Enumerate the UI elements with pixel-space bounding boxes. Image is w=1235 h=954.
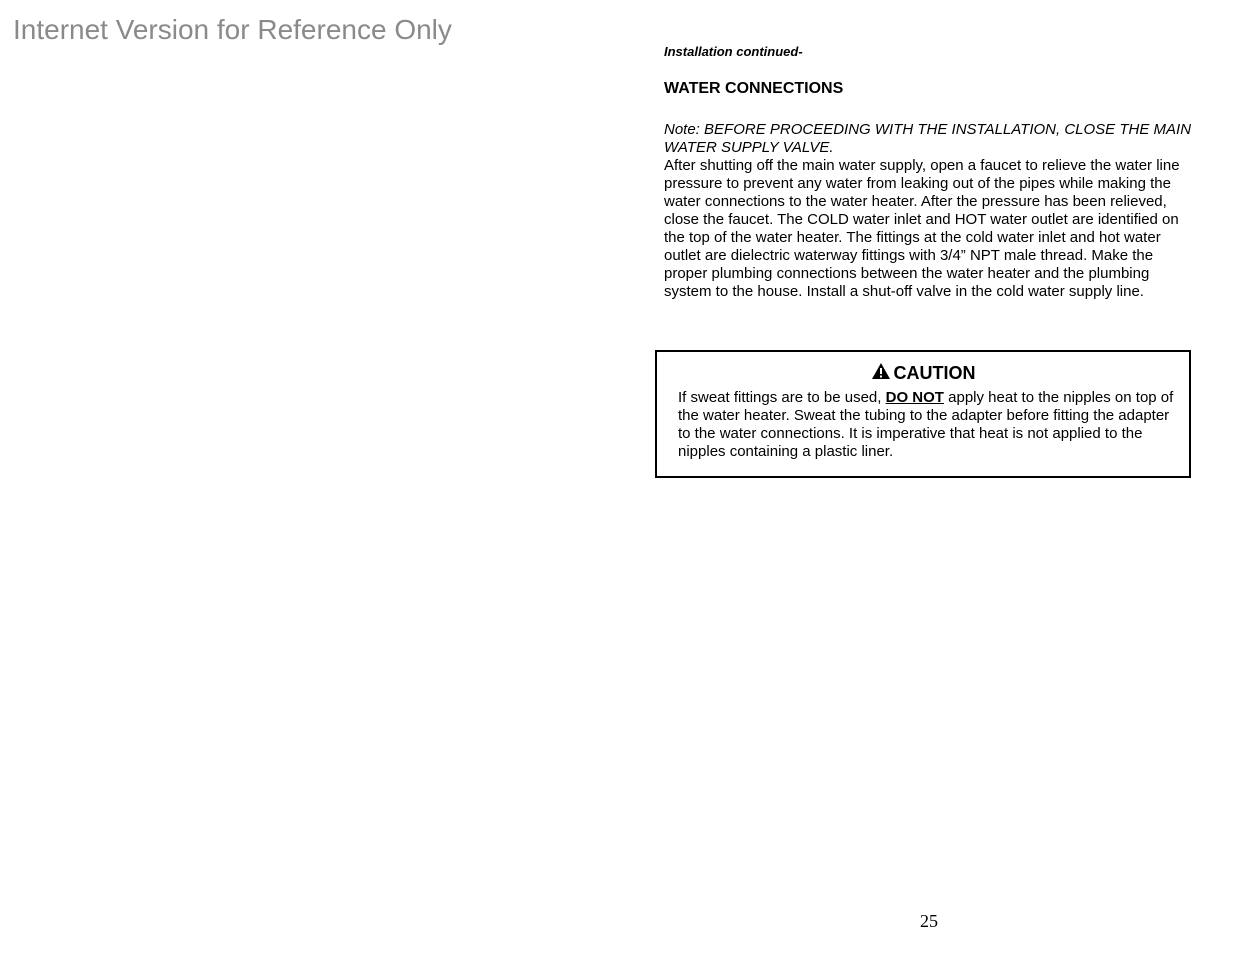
caution-text-start: If sweat fittings are to be used, <box>678 389 886 406</box>
caution-emphasis: DO NOT <box>885 389 944 406</box>
section-continued-label: Installation continued- <box>664 44 803 59</box>
caution-text <box>678 389 1184 461</box>
section-heading: WATER CONNECTIONS <box>664 80 844 97</box>
page-number: 25 <box>920 911 938 931</box>
warning-triangle-icon <box>871 362 891 385</box>
instructions-paragraph: After shutting off the main water supply, open a faucet to relieve the water line pressure to prevent any water from leaking out of the pipes while making the water connections to the water heater. After the pressure has been relieved, close the faucet. The COLD water inlet and HOT water outlet are identified on the top of the water heater. The fittings at the cold water inlet and hot water outlet are dielectric waterway fittings with 3/4” NPT male thread. Make the proper plumbing connections between the water heater and the plumbing system to the house. Install a shut-off valve in the cold water supply line. <box>664 157 1180 300</box>
caution-box <box>655 350 1191 478</box>
caution-text-end: apply heat to the nipples on top of the water heater. Sweat the tubing to the adapter before fitting the adapter to the water connections. It is imperative that heat is not applied to the nipples containing a plastic liner. <box>678 389 1174 460</box>
watermark-text: Internet Version for Reference Only <box>13 14 452 45</box>
caution-title: CAUTION <box>893 363 976 383</box>
note-text: Note: BEFORE PROCEEDING WITH THE INSTALLATION, CLOSE THE MAIN WATER SUPPLY VALVE. <box>664 121 1192 156</box>
caution-heading <box>657 362 1189 385</box>
